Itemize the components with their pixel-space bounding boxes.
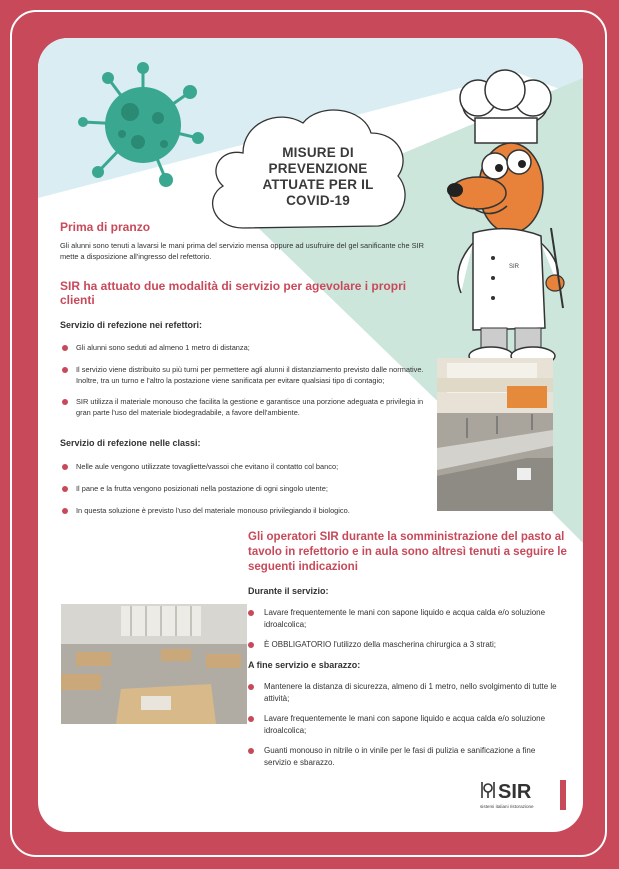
durante-list xyxy=(246,607,558,651)
title-line-2: PREVENZIONE xyxy=(268,161,368,176)
virus-icon xyxy=(78,60,208,190)
list-item: Guanti monouso in nitrile o in vinile per le fasi di pulizia e sanificazione a fine servizio e sbarazzo. xyxy=(246,745,558,768)
classi-list xyxy=(60,462,430,516)
refectory-photo xyxy=(437,358,553,511)
list-item: Mantenere la distanza di sicurezza, almeno di 1 metro, nello svolgimento di tutte le attività; xyxy=(246,681,558,704)
list-item: Nelle aule vengono utilizzate tovagliette/vassoi che evitano il contatto col banco; xyxy=(60,462,430,473)
mascot-badge: SIR xyxy=(509,264,520,270)
chef-mascot-illustration xyxy=(433,68,573,368)
list-item: È OBBLIGATORIO l'utilizzo della mascherina chirurgica a 3 strati; xyxy=(246,639,558,651)
title-line-1: MISURE DI xyxy=(282,145,354,160)
page-title xyxy=(243,145,393,209)
logo-text: SIR xyxy=(498,781,532,803)
list-item: Il servizio viene distribuito su più turni per permettere agli alunni il distanziamento previsto dalle normative. Inoltre, tra un turno e l'altro la postazione viene sanificata per evitare qualsiasi tipo di contagio; xyxy=(60,365,430,387)
list-item: In questa soluzione è previsto l'uso del materiale monouso privilegiando il biologico. xyxy=(60,506,430,517)
title-line-3: ATTUATE PER IL xyxy=(262,177,374,192)
modalita-heading: SIR ha attuato due modalità di servizio per agevolare i propri clienti xyxy=(60,279,407,307)
fine-list xyxy=(246,681,558,768)
logo-tagline: sistemi italiani ristorazione xyxy=(480,804,534,809)
sir-logo xyxy=(478,778,570,812)
refettori-title: Servizio di refezione nei refettori: xyxy=(60,320,203,330)
classroom-photo xyxy=(61,604,247,724)
list-item: Gli alunni sono seduti ad almeno 1 metro di distanza; xyxy=(60,343,430,354)
prima-text: Gli alunni sono tenuti a lavarsi le mani prima del servizio mensa oppure ad usufruire del gel sanificante che SIR mette a disposizione all'ingresso del refettorio. xyxy=(60,241,424,261)
title-line-4: COVID-19 xyxy=(286,193,350,208)
durante-title: Durante il servizio: xyxy=(248,586,329,596)
fine-title: A fine servizio e sbarazzo: xyxy=(248,660,361,670)
poster-card xyxy=(38,38,583,832)
list-item: SIR utilizza il materiale monouso che facilita la gestione e garantisce una porzione adeguata e privilegia in gran parte l'uso del materiale biodegradabile, a favore dell'ambiente. xyxy=(60,397,430,419)
classi-title: Servizio di refezione nelle classi: xyxy=(60,438,201,448)
prima-heading: Prima di pranzo xyxy=(60,220,151,234)
refettori-list xyxy=(60,343,430,419)
list-item: Lavare frequentemente le mani con sapone liquido e acqua calda e/o soluzione idroalcolica; xyxy=(246,607,558,630)
list-item: Il pane e la frutta vengono posizionati nella postazione di ogni singolo utente; xyxy=(60,484,430,495)
list-item: Lavare frequentemente le mani con sapone liquido e acqua calda e/o soluzione idroalcolica; xyxy=(246,713,558,736)
operatori-heading: Gli operatori SIR durante la somministrazione del pasto al tavolo in refettorio e in aula sono altresì tenuti a seguire le seguenti indicazioni xyxy=(248,531,567,573)
